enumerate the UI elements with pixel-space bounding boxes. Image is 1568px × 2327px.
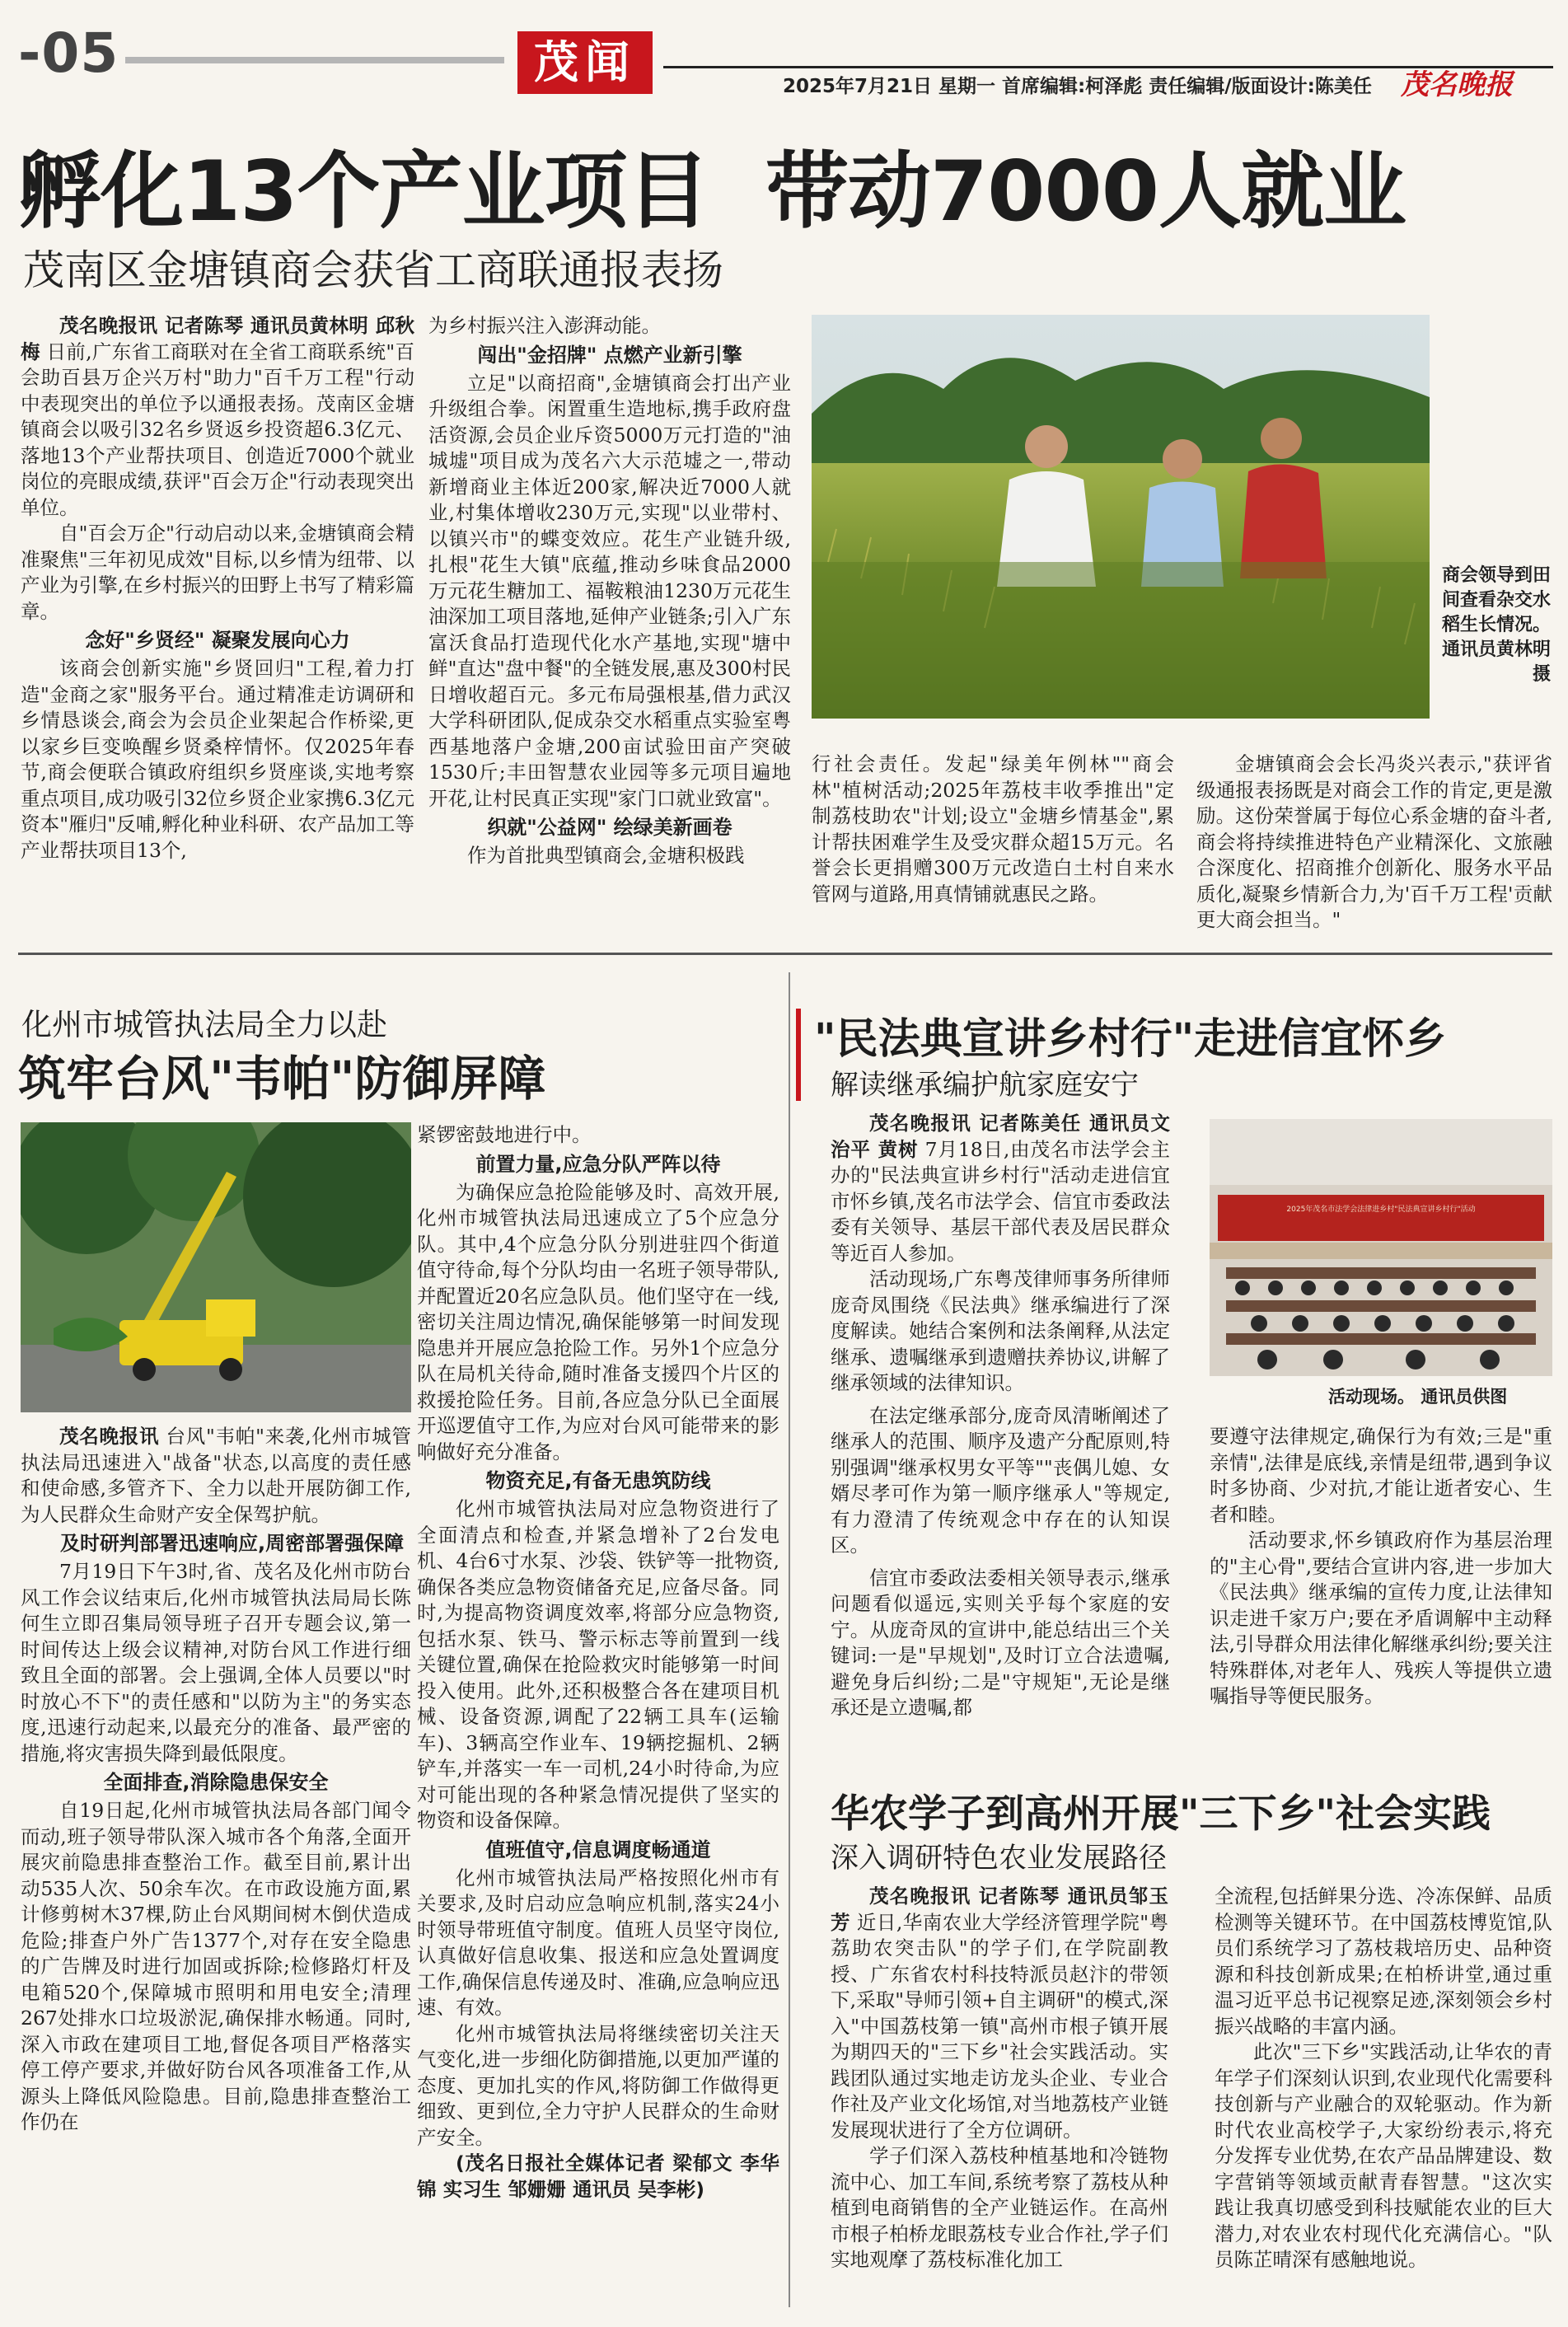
civil-p5: 要遵守法律规定,确保行为有效;三是"重亲情",法律是底线,亲情是纽带,遇到争议时多协商、少对抗,才能让逝者安心、生者和睦。 xyxy=(1210,1425,1552,1526)
civil-col-1 xyxy=(831,1111,1170,1721)
lead-p8: 金塘镇商会会长冯炎兴表示,"获评省级通报表扬既是对商会工作的肯定,更是激励。这份荣誉属于每位心系金塘的奋斗者,商会将持续推进特色产业精深化、文旅融合深度化、招商推介创新化、服务水平品质化,凝聚乡情新合力,为'百千万工程'贡献更大商会担当。" xyxy=(1196,752,1552,931)
civil-p3: 在法定继承部分,庞奇凤清晰阐述了继承人的范围、顺序及遗产分配原则,特别强调"继承权男女平等""丧偶儿媳、女婿尽孝可作为第一顺序继承人"等规定,有力澄清了传统观念中存在的认知误区。 xyxy=(831,1403,1170,1557)
civil-p1: 茂名晚报讯 记者陈美任 通讯员文治平 黄树 7月18日,由茂名市法学会主办的"民法典宣讲乡村行"活动走进信宜市怀乡镇,茂名市法学会、信宜市委政法委有关领导、基层干部代表及居民群众等近百人参加。 xyxy=(831,1112,1170,1265)
typhoon-subhead-1: 及时研判部署迅速响应,周密部署强保障 xyxy=(60,1532,405,1555)
page-number: -05 xyxy=(18,21,119,85)
byline: 茂名晚报讯 记者陈琴 通讯员黄林明 邱秋梅 xyxy=(21,314,414,363)
scau-p1: 茂名晚报讯 记者陈琴 通讯员邹玉芳 近日,华南农业大学经济管理学院"粤荔助农突击队"的学子们,在学院副教授、广东省农村科技特派员赵汴的带领下,采取"导师引领+自主调研"的模式,深入"中国荔枝第一镇"高州市根子镇开展为期四天的"三下乡"社会实践活动。实践团队通过实地走访龙头企业、专业合作社及产业文化场馆,对当地荔枝产业链发展现状进行了全方位调研。 xyxy=(831,1885,1169,2142)
typhoon-subhead-3: 前置力量,应急分队严阵以待 xyxy=(475,1152,721,1176)
lead-p2: 自"百会万企"行动启动以来,金塘镇商会精准聚焦"三年初见成效"目标,以乡情为纽带、以产业为引擎,在乡村振兴的田野上书写了精彩篇章。 xyxy=(21,522,414,623)
lead-col-1 xyxy=(21,313,414,864)
civil-title: "民法典宣讲乡村行"走进信宜怀乡 xyxy=(814,1015,1447,1064)
civil-p4: 信宜市委政法委相关领导表示,继承问题看似遥远,实则关乎每个家庭的安宁。从庞奇凤的宣讲中,能总结出三个关键词:一是"早规划",及时订立合法遗嘱,避免身后纠纷;二是"守规矩",无论是继承还是立遗嘱,都 xyxy=(831,1566,1170,1719)
typhoon-p6: 化州市城管执法局对应急物资进行了全面清点和检查,并紧急增补了2台发电机、4台6寸水泵、沙袋、铁铲等一批物资,确保各类应急物资储备充足,应备尽备。同时,为提高物资调度效率,将部分应急物资,包括水泵、铁马、警示标志等前置到一线关键位置,确保在抢险救灾时能够第一时间投入使用。此外,还积极整合各在建项目机械、设备资源,调配了22辆工具车(运输车)、3辆高空作业车、19辆挖掘机、2辆铲车,并落实一车一司机,24小时待命,为应对可能出现的各种紧急情况提供了坚实的物资和设备保障。 xyxy=(417,1497,779,1832)
rice-photo-caption: 商会领导到田间查看杂交水稻生长情况。 通讯员黄林明 摄 xyxy=(1441,565,1551,685)
typhoon-title: 筑牢台风"韦帕"防御屏障 xyxy=(18,1051,546,1107)
lecture-banner-text: 2025年茂名市法学会法律进乡村"民法典宣讲乡村行"活动 xyxy=(1286,1206,1476,1214)
lead-subhead-2: 闯出"金招牌" 点燃产业新引擎 xyxy=(477,343,742,367)
byline: 茂名晚报讯 xyxy=(59,1425,160,1448)
typhoon-p2: 7月19日下午3时,省、茂名及化州市防台风工作会议结束后,化州市城管执法局局长陈何生立即召集局领导班子召开专题会议,第一时间传达上级会议精神,对防台风工作进行细致且全面的部署。会上强调,全体人员要以"时时放心不下"的责任感和"以防为主"的务实态度,迅速行动起来,以最充分的准备、最严密的措施,将灾害损失降到最低限度。 xyxy=(21,1560,411,1765)
header-rule-left xyxy=(125,57,504,63)
typhoon-photo xyxy=(21,1122,411,1412)
lead-p1: 茂名晚报讯 记者陈琴 通讯员黄林明 邱秋梅 日前,广东省工商联对在全省工商联系统"百会助百县万企兴万村"助力"百千万工程"行动中表现突出的单位予以通报表扬。茂南区金塘镇商会以吸引32名乡贤返乡投资超6.3亿元、落地13个产业帮扶项目、创造近7000个就业岗位的亮眼成绩,获评"百会万企"行动表现突出单位。 xyxy=(21,314,414,519)
lead-p4: 为乡村振兴注入澎湃动能。 xyxy=(428,314,661,337)
lecture-photo-caption: 活动现场。 通讯员供图 xyxy=(1328,1387,1508,1407)
lead-subhead-3: 织就"公益网" 绘绿美新画卷 xyxy=(487,816,733,839)
lead-title: 孵化13个产业项目 带动7000人就业 xyxy=(18,143,1406,240)
lead-subhead-1: 念好"乡贤经" 凝聚发展向心力 xyxy=(85,629,350,652)
typhoon-p8: 化州市城管执法局将继续密切关注天气变化,进一步细化防御措施,以更加严谨的态度、更加扎实的作风,将防御工作做得更细致、更到位,全力守护人民群众的生命财产安全。 xyxy=(417,2021,779,2149)
lecture-photo xyxy=(1210,1119,1552,1376)
typhoon-p5: 为确保应急抢险能够及时、高效开展,化州市城管执法局迅速成立了5个应急分队。其中,4个应急分队分别进驻四个街道值守待命,每个分队均由一名班子领导带队,并配置近20名应急队员。他们坚守在一线,密切关注周边情况,确保能够第一时间发现隐患并开展应急抢险工作。另外1个应急分队在局机关待命,随时准备支援四个片区的救援抢险任务。目前,各应急分队已全面展开巡逻值守工作,为应对台风可能带来的影响做好充分准备。 xyxy=(417,1180,779,1463)
lead-p3: 该商会创新实施"乡贤回归"工程,着力打造"金商之家"服务平台。通过精准走访调研和乡情恳谈会,商会为会员企业架起合作桥梁,更以家乡巨变唤醒乡贤桑梓情怀。仅2025年春节,商会便联合镇政府组织乡贤座谈,实地考察重点项目,成功吸引32位乡贤企业家携6.3亿元资本"雁归"反哺,孵化种业科研、农产品加工等产业帮扶项目13个, xyxy=(21,657,414,862)
scau-p4: 此次"三下乡"实践活动,让华农的青年学子们深刻认识到,农业现代化需要科技创新与产业融合的双轮驱动。作为新时代农业高校学子,大家纷纷表示,将充分发挥专业优势,在农产品品牌建设、数字营销等领域贡献青春智慧。"这次实践让我真切感受到科技赋能农业的巨大潜力,对农业农村现代化充满信心。"队员陈芷晴深有感触地说。 xyxy=(1215,2040,1552,2271)
typhoon-credit: (茂名日报社全媒体记者 梁郁文 李华锦 实习生 邹姗姗 通讯员 吴李彬) xyxy=(417,2151,779,2201)
lead-subtitle: 茂南区金塘镇商会获省工商联通报表扬 xyxy=(23,246,723,294)
civil-subtitle: 解读继承编护航家庭安宁 xyxy=(831,1069,1139,1102)
lead-col-2 xyxy=(428,313,791,869)
typhoon-subhead-2: 全面排查,消除隐患保安全 xyxy=(103,1771,329,1794)
column-divider xyxy=(789,972,790,2307)
typhoon-subhead-5: 值班值守,信息调度畅通道 xyxy=(485,1838,711,1861)
civil-p6: 活动要求,怀乡镇政府作为基层治理的"主心骨",要结合宣讲内容,进一步加大《民法典》继承编的宣传力度,让法律知识走进千家万户;要在矛盾调解中主动释法,引导群众用法律化解继承纠纷;要关注特殊群体,对老年人、残疾人等提供立遗嘱指导等便民服务。 xyxy=(1210,1529,1552,1707)
civil-p2: 活动现场,广东粤茂律师事务所律师庞奇凤围绕《民法典》继承编进行了深度解读。她结合案例和法条阐释,从法定继承、遗嘱继承到遗赠扶养协议,讲解了继承领域的法律知识。 xyxy=(831,1267,1170,1394)
masthead-logo: 茂名晚报 xyxy=(1401,68,1513,101)
lead-p5: 立足"以商招商",金塘镇商会打出产业升级组合拳。闲置重生造地标,携手政府盘活资源,会员企业斥资5000万元打造的"油城墟"项目成为茂名六大示范墟之一,带动新增商业主体近200家,解决近7000人就业,村集体增收230万元,实现"以业带村、以镇兴市"的蝶变效应。花生产业链升级,扎根"花生大镇"底蕴,推动乡味食品2000万元花生糖加工、福鞍粮油1230万元花生油深加工项目落地,延伸产业链条;引入广东富沃食品打造现代化水产基地,实现"塘中鲜"直达"盘中餐"的全链发展,惠及300村民日增收超百元。多元布局强根基,借力武汉大学科研团队,促成杂交水稻重点实验室粤西基地落户金塘,200亩试验田亩产突破1530斤;丰田智慧农业园等多元项目遍地开花,让村民真正实现"家门口就业致富"。 xyxy=(428,371,791,810)
scau-subtitle: 深入调研特色农业发展路径 xyxy=(831,1842,1167,1875)
scau-col-2 xyxy=(1215,1884,1552,2273)
typhoon-col-2 xyxy=(417,1122,779,2203)
red-accent-bar xyxy=(796,1009,801,1101)
lead-col-3 xyxy=(812,751,1174,907)
date-line: 2025年7月21日 星期一 首席编辑:柯泽彪 责任编辑/版面设计:陈美任 xyxy=(783,76,1372,97)
scau-p3: 全流程,包括鲜果分选、冷冻保鲜、品质检测等关键环节。在中国荔枝博览馆,队员们系统学习了荔枝栽培历史、品种资源和科技创新成果;在柏桥讲堂,通过重温习近平总书记视察足迹,深刻领会乡村振兴战略的丰富内涵。 xyxy=(1215,1885,1552,2038)
section-divider xyxy=(18,953,1552,955)
typhoon-p7: 化州市城管执法局严格按照化州市有关要求,及时启动应急响应机制,落实24小时领导带班值守制度。值班人员坚守岗位,认真做好信息收集、报送和应急处置调度工作,确保信息传递及时、准确,应急响应迅速、有效。 xyxy=(417,1866,779,2019)
lead-col-4 xyxy=(1196,751,1552,934)
typhoon-col-1 xyxy=(21,1424,411,2136)
lead-p7: 行社会责任。发起"绿美年例林""商会林"植树活动;2025年荔枝丰收季推出"定制荔枝助农"计划;设立"金塘乡情基金",累计帮扶困难学生及受灾群众超15万元。名誉会长更捐赠300万元改造白土村自来水管网与道路,用真情铺就惠民之路。 xyxy=(812,752,1174,906)
byline: 茂名晚报讯 记者陈琴 通讯员邹玉芳 xyxy=(831,1885,1168,1934)
lead-p6: 作为首批典型镇商会,金塘积极践 xyxy=(467,844,745,867)
typhoon-p4: 紧锣密鼓地进行中。 xyxy=(417,1123,592,1146)
scau-col-1 xyxy=(831,1884,1168,2273)
typhoon-p1: 茂名晚报讯 台风"韦帕"来袭,化州市城管执法局迅速进入"战备"状态,以高度的责任感和使命感,多管齐下、全力以赴开展防御工作,为人民群众生命财产安全保驾护航。 xyxy=(21,1425,411,1526)
typhoon-subhead-4: 物资充足,有备无患筑防线 xyxy=(485,1469,711,1492)
scau-title: 华农学子到高州开展"三下乡"社会实践 xyxy=(831,1791,1491,1837)
civil-col-2 xyxy=(1210,1424,1552,1710)
section-badge: 茂闻 xyxy=(517,31,653,94)
scau-p2: 学子们深入荔枝种植基地和冷链物流中心、加工车间,系统考察了荔枝从种植到电商销售的全产业链运作。在高州市根子柏桥龙眼荔枝专业合作社,学子们实地观摩了荔枝标准化加工 xyxy=(831,2144,1168,2271)
typhoon-kicker: 化州市城管执法局全力以赴 xyxy=(21,1007,387,1042)
rice-field-photo xyxy=(812,315,1430,719)
typhoon-p3: 自19日起,化州市城管执法局各部门闻令而动,班子领导带队深入城市各个角落,全面开展灾前隐患排查整治工作。截至目前,累计出动535人次、50余车次。在市政设施方面,累计修剪树木37棵,防止台风期间树木倒伏造成危险;排查户外广告1377个,对存在安全隐患的广告牌及时进行加固或拆除;检修路灯杆及电箱520个,保障城市照明和用电安全;清理267处排水口垃圾淤泥,确保排水畅通。同时,深入市政在建项目工地,督促各项目严格落实停工停产要求,并做好防台风各项准备工作,从源头上降低风险隐患。目前,隐患排查整治工作仍在 xyxy=(21,1799,411,2133)
byline: 茂名晚报讯 记者陈美任 通讯员文治平 黄树 xyxy=(831,1112,1170,1161)
